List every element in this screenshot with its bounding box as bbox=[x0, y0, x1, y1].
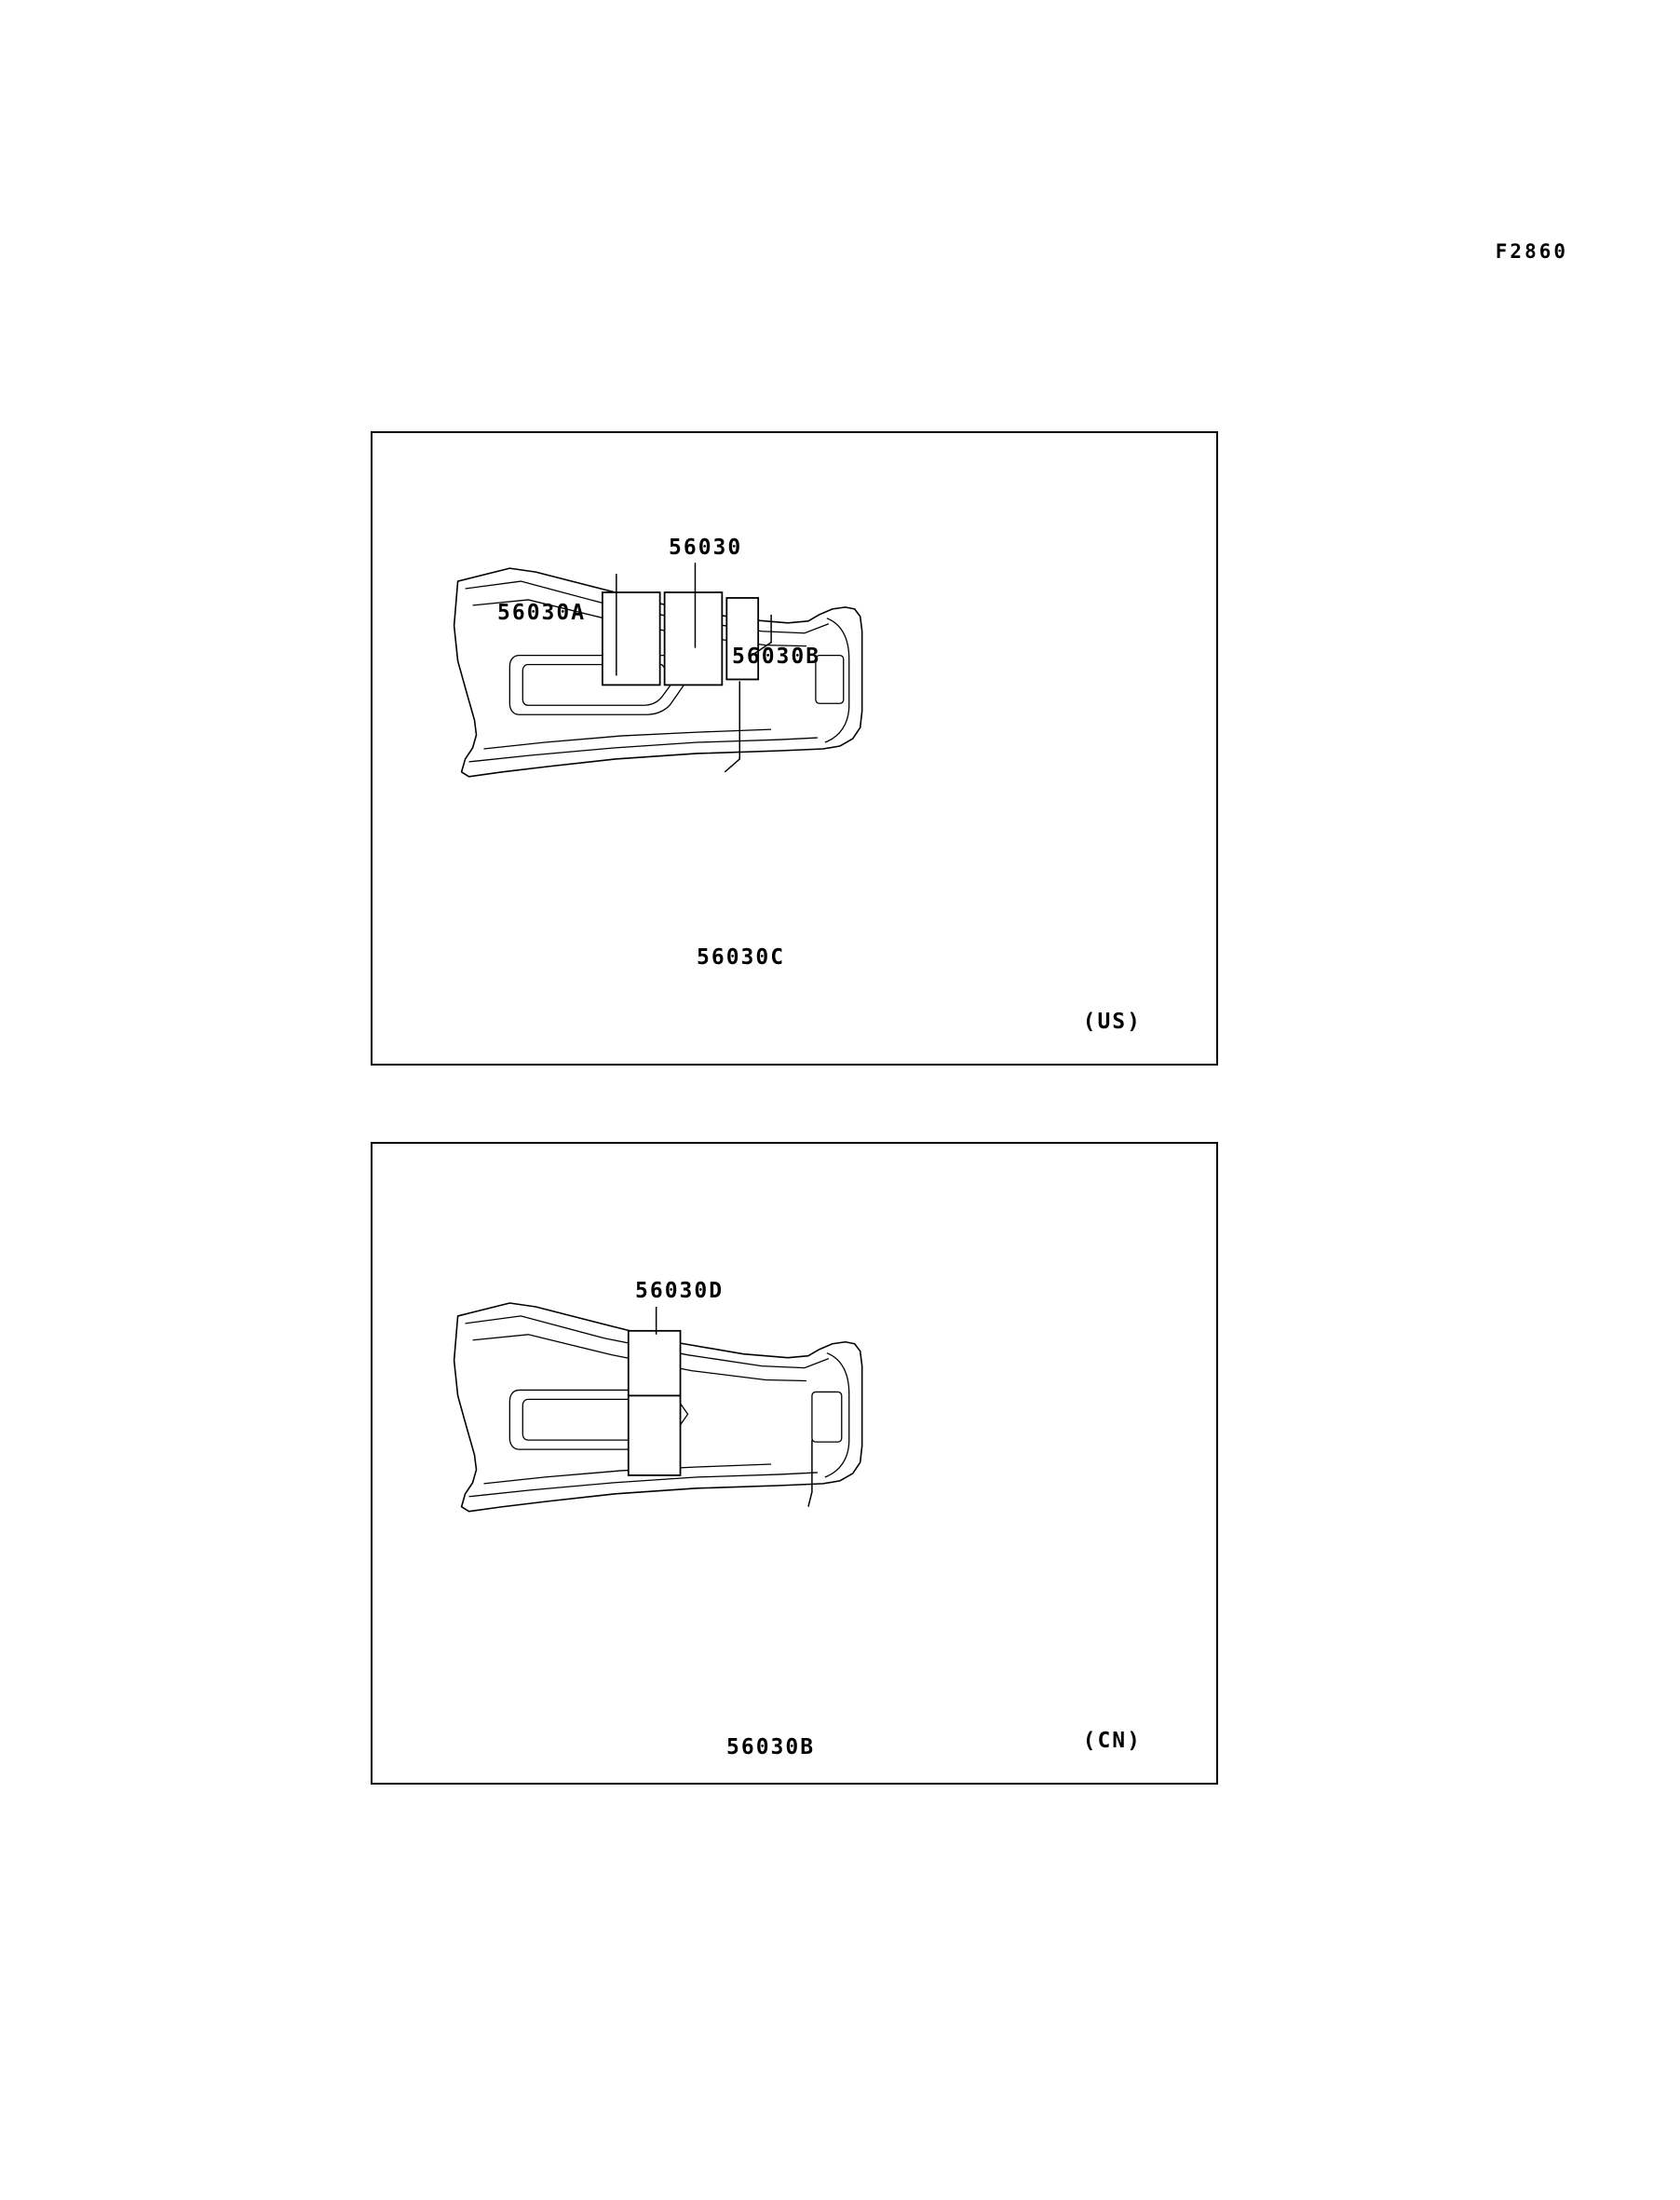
part-label-56030d: 56030D bbox=[635, 1279, 725, 1303]
fender-illustration-cn bbox=[373, 1144, 1216, 1783]
diagram-panel-us bbox=[371, 431, 1218, 1066]
part-label-56030c: 56030C bbox=[697, 945, 786, 970]
part-label-56030b: 56030B bbox=[732, 645, 821, 669]
drawing-number: F2860 bbox=[1495, 240, 1568, 263]
part-label-56030a: 56030A bbox=[497, 601, 587, 625]
region-label-cn: (CN) bbox=[1082, 1729, 1142, 1753]
part-label-56030: 56030 bbox=[669, 536, 743, 560]
diagram-panel-cn bbox=[371, 1142, 1218, 1785]
part-label-56030b-cn: 56030B bbox=[726, 1735, 816, 1759]
fender-illustration-us bbox=[373, 433, 1216, 1064]
region-label-us: (US) bbox=[1082, 1010, 1142, 1034]
